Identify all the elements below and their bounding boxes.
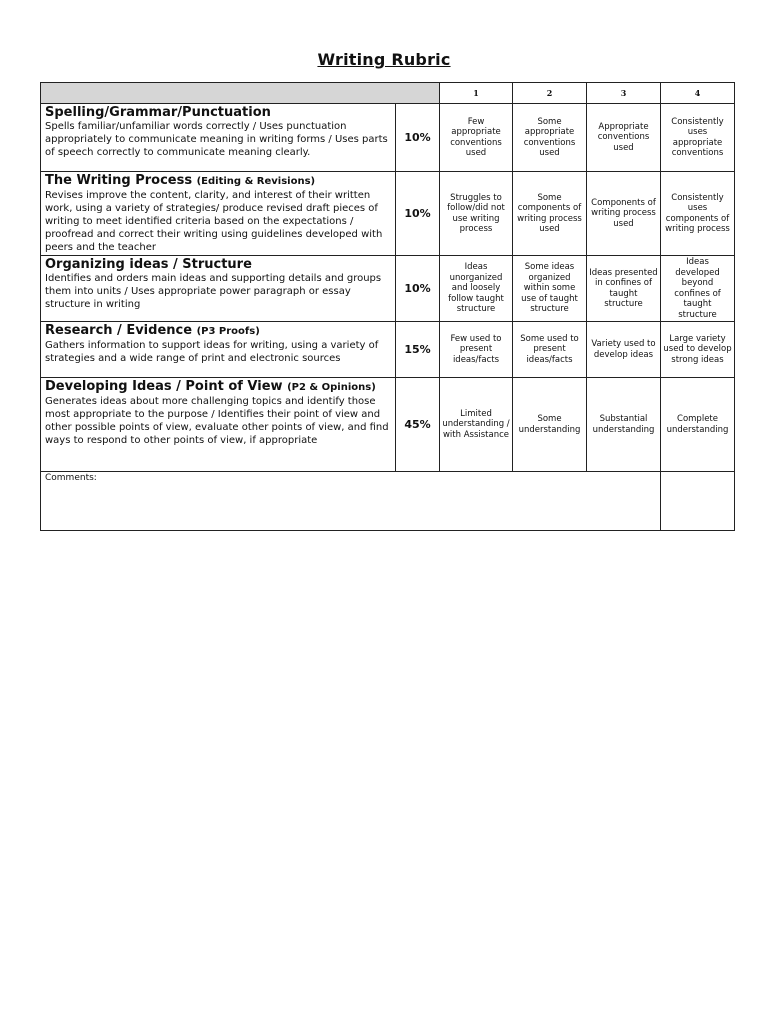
level-3-descriptor: Components of writing process used bbox=[587, 172, 661, 256]
level-header-1: 1 bbox=[440, 83, 513, 104]
criterion-weight: 15% bbox=[396, 322, 440, 378]
level-header-4: 4 bbox=[661, 83, 735, 104]
criterion-cell bbox=[41, 378, 396, 472]
level-2-descriptor: Some components of writing process used bbox=[513, 172, 587, 256]
level-3-descriptor: Substantial understanding bbox=[587, 378, 661, 472]
level-4-descriptor: Ideas developed beyond confines of taught structure bbox=[661, 256, 735, 322]
criterion-title: The Writing Process (Editing & Revisions) bbox=[45, 173, 316, 188]
level-4-descriptor: Large variety used to develop strong ideas bbox=[661, 322, 735, 378]
rubric-row bbox=[41, 172, 735, 256]
criterion-description: Spells familiar/unfamiliar words correctly / Uses punctuation appropriately to communicate meaning in writing forms / Uses parts of speech correctly to communicate meaning clearly. bbox=[45, 121, 388, 158]
criterion-title: Developing Ideas / Point of View (P2 & Opinions) bbox=[45, 379, 376, 394]
rubric-table bbox=[40, 82, 735, 531]
level-header-3: 3 bbox=[587, 83, 661, 104]
criterion-subtitle: (P2 & Opinions) bbox=[287, 382, 376, 393]
criterion-weight: 10% bbox=[396, 172, 440, 256]
level-4-descriptor: Complete understanding bbox=[661, 378, 735, 472]
criterion-weight: 10% bbox=[396, 104, 440, 172]
criterion-description: Gathers information to support ideas for writing, using a variety of strategies and a wide range of print and electronic sources bbox=[45, 340, 379, 364]
criterion-subtitle: (P3 Proofs) bbox=[196, 326, 260, 337]
level-2-descriptor: Some understanding bbox=[513, 378, 587, 472]
comments-score-cell[interactable] bbox=[661, 472, 735, 531]
criterion-cell bbox=[41, 322, 396, 378]
page-title: Writing Rubric bbox=[317, 50, 451, 69]
criterion-cell bbox=[41, 256, 396, 322]
level-1-descriptor: Few appropriate conventions used bbox=[440, 104, 513, 172]
criterion-title: Spelling/Grammar/Punctuation bbox=[45, 105, 271, 120]
comments-row bbox=[41, 472, 735, 531]
criterion-description: Revises improve the content, clarity, and interest of their written work, using a variety of strategies/ produce revised draft pieces of writing to meet identified criteria based on the expectations / proofread and correct their writing using guidelines developed with peers and the teacher bbox=[45, 190, 383, 253]
level-1-descriptor: Ideas unorganized and loosely follow taught structure bbox=[440, 256, 513, 322]
level-2-descriptor: Some appropriate conventions used bbox=[513, 104, 587, 172]
comments-label: Comments: bbox=[45, 473, 97, 483]
criterion-title: Research / Evidence (P3 Proofs) bbox=[45, 323, 260, 338]
level-1-descriptor: Limited understanding / with Assistance bbox=[440, 378, 513, 472]
level-1-descriptor: Struggles to follow/did not use writing process bbox=[440, 172, 513, 256]
level-1-descriptor: Few used to present ideas/facts bbox=[440, 322, 513, 378]
level-4-descriptor: Consistently uses components of writing process bbox=[661, 172, 735, 256]
rubric-row bbox=[41, 256, 735, 322]
comments-cell[interactable] bbox=[41, 472, 661, 531]
level-2-descriptor: Some ideas organized within some use of taught structure bbox=[513, 256, 587, 322]
criterion-description: Generates ideas about more challenging topics and identify those most appropriate to the purpose / Identifies their point of view and other possible points of view, evaluate other points of view, and find ways to respond to other points of view, if appropriate bbox=[45, 396, 389, 446]
header-blank-cell bbox=[41, 83, 440, 104]
level-3-descriptor: Variety used to develop ideas bbox=[587, 322, 661, 378]
level-3-descriptor: Ideas presented in confines of taught structure bbox=[587, 256, 661, 322]
header-row bbox=[41, 83, 735, 104]
criterion-description: Identifies and orders main ideas and supporting details and groups them into units / Uses appropriate power paragraph or essay structure in writing bbox=[45, 273, 382, 310]
criterion-title: Organizing ideas / Structure bbox=[45, 257, 252, 272]
criterion-weight: 45% bbox=[396, 378, 440, 472]
rubric-row bbox=[41, 378, 735, 472]
level-4-descriptor: Consistently uses appropriate conventions bbox=[661, 104, 735, 172]
rubric-row bbox=[41, 322, 735, 378]
rubric-row bbox=[41, 104, 735, 172]
level-2-descriptor: Some used to present ideas/facts bbox=[513, 322, 587, 378]
level-3-descriptor: Appropriate conventions used bbox=[587, 104, 661, 172]
criterion-cell bbox=[41, 104, 396, 172]
criterion-cell bbox=[41, 172, 396, 256]
criterion-weight: 10% bbox=[396, 256, 440, 322]
level-header-2: 2 bbox=[513, 83, 587, 104]
criterion-subtitle: (Editing & Revisions) bbox=[196, 176, 316, 187]
